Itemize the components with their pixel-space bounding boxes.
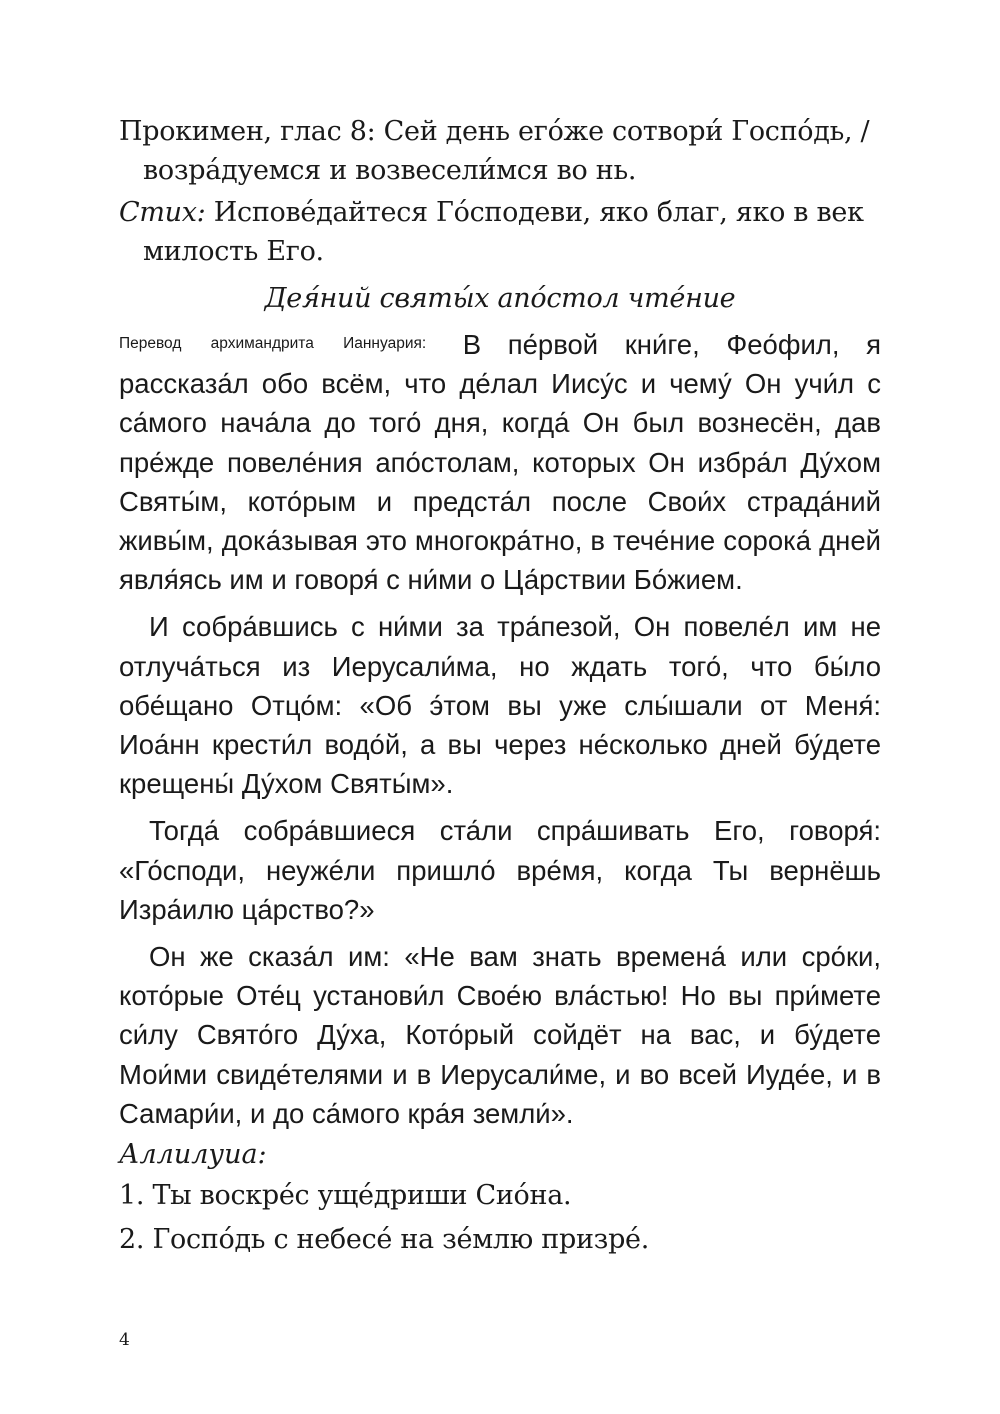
reading-paragraph-3: Тогда́ собра́вшиеся ста́ли спра́шивать Его, говоря́: «Го́споди, неужéли пришло́ вре́мя, когда Ты вернёшь Изра́илю ца́рство?»: [119, 815, 881, 925]
alleluia-label: Аллилуиа:: [119, 1139, 267, 1171]
alleluia-verse-1: 1. Ты воскре́с уще́дриши Сио́на.: [119, 1180, 572, 1212]
reading-paragraph-2: И собра́вшись с ни́ми за тра́пезой, Он повеле́л им не отлуча́ться из Иерусали́ма, но ждать того́, что бы́ло обе́щано Отцо́м: «Об э́том вы уже слы́шали от Меня́: Иоа́нн крести́л водо́й, а вы через не́сколько дней бу́дете крещены́ Ду́хом Святы́м».: [119, 611, 881, 800]
reading-title: Дея́ний святы́х апо́стол чте́ние: [264, 283, 736, 314]
reading-paragraph-1: [119, 324, 881, 599]
page-content: [119, 112, 881, 1264]
page-number: 4: [119, 1330, 130, 1350]
prokimen-text: Прокимен, глас 8: Сей день его́же сотвори́ Госпо́дь, / возра́дуемся и возвесели́мся во нь.: [119, 116, 870, 186]
stikh-label: Стих:: [119, 197, 206, 228]
translator-note: Перевод архимандрита Ианнуария:: [119, 335, 427, 352]
paragraph-text-1: В пе́рвой кни́ге, Фео́фил, я рассказа́л обо всём, что де́лал Иису́с и чему́ Он учи́л с са́мого нача́ла до того́ дня, когда́ Он был вознесён, дав пре́жде повеле́ния апо́столам, которых Он избра́л Ду́хом Святы́м, кото́рым и предста́л после Свои́х страда́ний живы́м, дока́зывая это многокра́тно, в тече́ние сорока́ дней явля́ясь им и говоря́ с ни́ми о Ца́рствии Бо́жием.: [119, 329, 881, 596]
stikh-line: [119, 193, 881, 271]
alleluia-verse-2: 2. Госпо́дь с небесе́ на зе́млю призре́.: [119, 1224, 650, 1256]
prokimen-line: [119, 112, 881, 190]
reading-paragraph-4: Он же сказа́л им: «Не вам знать времена́ или сро́ки, кото́рые Оте́ц установи́л Свое́ю вла́стью! Но вы при́мете си́лу Свято́го Ду́ха, Кото́рый сойдёт на вас, и бу́дете Мои́ми свиде́телями и в Иерусали́ме, и во всей Иуде́е, и в Самари́и, и до са́мого кра́я земли́».: [119, 941, 881, 1129]
stikh-text: Испове́дайтеся Го́сподеви, яко благ, яко в век милость Его.: [143, 197, 864, 267]
